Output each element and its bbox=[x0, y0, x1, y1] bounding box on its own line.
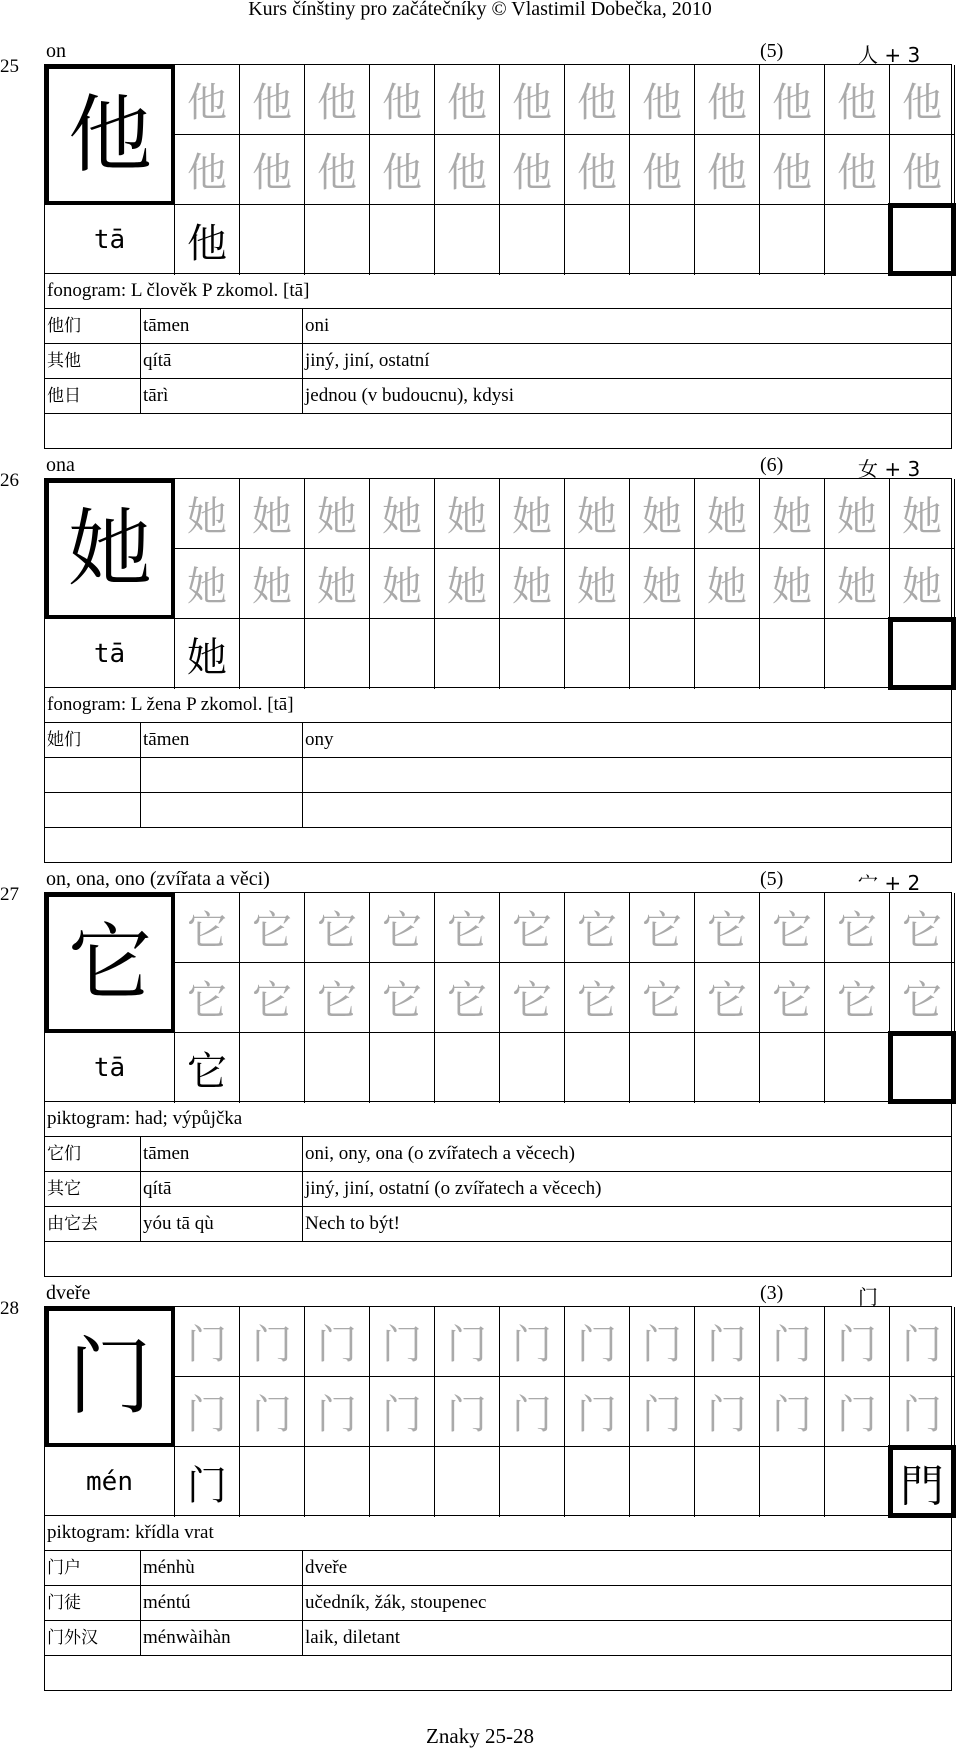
trace-cell: 她 bbox=[175, 549, 240, 619]
trace-cell: 它 bbox=[825, 963, 890, 1033]
word-hanzi: 其它 bbox=[45, 1172, 141, 1206]
trace-cell: 它 bbox=[240, 893, 305, 963]
vocabulary-row bbox=[45, 758, 951, 793]
word-hanzi bbox=[45, 758, 141, 792]
trace-cell: 他 bbox=[760, 135, 825, 205]
trace-cell: 它 bbox=[630, 963, 695, 1033]
trace-cell: 他 bbox=[240, 135, 305, 205]
word-hanzi: 门徒 bbox=[45, 1586, 141, 1620]
trace-cell: 他 bbox=[630, 135, 695, 205]
trace-cell: 它 bbox=[565, 963, 630, 1033]
page-footer: Znaky 25-28 bbox=[426, 1724, 534, 1748]
vocabulary-row bbox=[45, 309, 951, 344]
word-meaning: oni, ony, ona (o zvířatech a věcech) bbox=[305, 1143, 575, 1164]
word-meaning: učedník, žák, stoupenec bbox=[305, 1592, 487, 1613]
vocabulary-table bbox=[44, 688, 952, 863]
word-hanzi: 它们 bbox=[45, 1137, 141, 1171]
trace-cell: 门 bbox=[370, 1377, 435, 1447]
sample-cell: 他 bbox=[175, 205, 240, 275]
trace-cell: 他 bbox=[435, 135, 500, 205]
practice-cell bbox=[435, 1033, 500, 1103]
word-pinyin: tāmen bbox=[141, 1137, 303, 1171]
entry-number: 25 bbox=[0, 56, 19, 77]
trace-cell: 她 bbox=[825, 479, 890, 549]
word-meaning bbox=[303, 758, 951, 792]
trace-cell: 它 bbox=[500, 963, 565, 1033]
word-hanzi: 门户 bbox=[45, 1551, 141, 1585]
practice-cell bbox=[695, 205, 760, 275]
character-entry bbox=[0, 1282, 960, 1696]
word-meaning: dveře bbox=[305, 1557, 348, 1578]
word-hanzi: 他日 bbox=[45, 379, 141, 413]
trace-cell: 她 bbox=[890, 549, 955, 619]
vocabulary-table bbox=[44, 274, 952, 449]
trace-cell: 他 bbox=[240, 65, 305, 135]
character-entry bbox=[0, 40, 960, 454]
practice-cell bbox=[370, 205, 435, 275]
trace-cell: 门 bbox=[370, 1307, 435, 1377]
word-hanzi: 他们 bbox=[45, 309, 141, 343]
trace-cell: 她 bbox=[370, 479, 435, 549]
character-entry bbox=[0, 868, 960, 1282]
trace-cell: 他 bbox=[175, 135, 240, 205]
trace-cell: 她 bbox=[760, 479, 825, 549]
trace-cell: 它 bbox=[370, 893, 435, 963]
page-header: Kurs čínštiny pro začátečníky © Vlastimil Dobečka, 2010 bbox=[248, 0, 712, 20]
trace-cell: 门 bbox=[565, 1377, 630, 1447]
entry-number: 27 bbox=[0, 884, 19, 905]
vocabulary-row bbox=[45, 723, 951, 758]
word-pinyin: yóu tā qù bbox=[141, 1207, 303, 1241]
trace-cell: 它 bbox=[760, 893, 825, 963]
trace-cell: 门 bbox=[695, 1307, 760, 1377]
radical-info: 女 + 3 bbox=[858, 457, 921, 481]
pinyin-label: tā bbox=[45, 205, 175, 275]
trace-cell: 她 bbox=[240, 479, 305, 549]
trace-cell: 她 bbox=[500, 549, 565, 619]
practice-cell bbox=[435, 1447, 500, 1517]
word-hanzi bbox=[45, 793, 141, 827]
trace-cell: 它 bbox=[695, 893, 760, 963]
practice-grid bbox=[44, 64, 952, 274]
trace-cell: 她 bbox=[695, 549, 760, 619]
character-meaning: on, ona, ono (zvířata a věci) bbox=[46, 868, 270, 890]
empty-row bbox=[45, 828, 951, 862]
practice-cell bbox=[435, 205, 500, 275]
trace-cell: 他 bbox=[370, 65, 435, 135]
trace-cell: 她 bbox=[760, 549, 825, 619]
traditional-form-box bbox=[888, 203, 956, 276]
trace-cell: 她 bbox=[890, 479, 955, 549]
trace-cell: 门 bbox=[890, 1307, 955, 1377]
word-meaning: jednou (v budoucnu), kdysi bbox=[305, 385, 514, 406]
trace-cell: 她 bbox=[305, 549, 370, 619]
trace-cell: 门 bbox=[175, 1307, 240, 1377]
practice-cell bbox=[565, 1033, 630, 1103]
trace-cell: 它 bbox=[435, 963, 500, 1033]
pinyin-label: tā bbox=[45, 619, 175, 689]
practice-cell bbox=[630, 1033, 695, 1103]
radical-info: 宀 + 2 bbox=[858, 871, 921, 895]
trace-cell: 门 bbox=[890, 1377, 955, 1447]
trace-cell: 它 bbox=[760, 963, 825, 1033]
trace-cell: 她 bbox=[175, 479, 240, 549]
trace-cell: 它 bbox=[890, 963, 955, 1033]
trace-cell: 她 bbox=[240, 549, 305, 619]
sample-cell: 它 bbox=[175, 1033, 240, 1103]
practice-cell bbox=[500, 1447, 565, 1517]
stroke-count: (3) bbox=[760, 1282, 784, 1304]
practice-cell bbox=[500, 1033, 565, 1103]
trace-cell: 门 bbox=[500, 1377, 565, 1447]
word-pinyin bbox=[141, 793, 303, 827]
practice-cell bbox=[240, 619, 305, 689]
vocabulary-row bbox=[45, 1137, 951, 1172]
trace-cell: 门 bbox=[175, 1377, 240, 1447]
trace-cell: 它 bbox=[175, 963, 240, 1033]
practice-grid bbox=[44, 1306, 952, 1516]
word-pinyin: tāmen bbox=[141, 723, 303, 757]
word-pinyin: méntú bbox=[141, 1586, 303, 1620]
practice-cell bbox=[305, 205, 370, 275]
practice-grid bbox=[44, 892, 952, 1102]
trace-cell: 她 bbox=[435, 479, 500, 549]
practice-cell bbox=[500, 619, 565, 689]
trace-cell: 门 bbox=[630, 1307, 695, 1377]
trace-cell: 它 bbox=[175, 893, 240, 963]
word-meaning bbox=[303, 793, 951, 827]
word-meaning: jiný, jiní, ostatní (o zvířatech a věcech) bbox=[305, 1178, 602, 1199]
practice-cell bbox=[565, 1447, 630, 1517]
sample-cell: 门 bbox=[175, 1447, 240, 1517]
trace-cell: 门 bbox=[500, 1307, 565, 1377]
character-meaning: ona bbox=[46, 454, 75, 476]
trace-cell: 她 bbox=[305, 479, 370, 549]
radical-info: 人 + 3 bbox=[858, 43, 921, 67]
practice-cell bbox=[305, 619, 370, 689]
trace-cell: 他 bbox=[175, 65, 240, 135]
trace-cell: 它 bbox=[500, 893, 565, 963]
trace-cell: 她 bbox=[370, 549, 435, 619]
trace-cell: 他 bbox=[630, 65, 695, 135]
trace-cell: 他 bbox=[500, 65, 565, 135]
traditional-form-box bbox=[888, 1031, 956, 1104]
vocabulary-row bbox=[45, 1172, 951, 1207]
trace-cell: 他 bbox=[565, 135, 630, 205]
practice-cell bbox=[760, 205, 825, 275]
practice-cell bbox=[825, 1033, 890, 1103]
trace-cell: 他 bbox=[305, 65, 370, 135]
practice-cell bbox=[760, 619, 825, 689]
trace-cell: 它 bbox=[565, 893, 630, 963]
stroke-count: (5) bbox=[760, 868, 784, 890]
practice-cell bbox=[630, 1447, 695, 1517]
sample-cell: 她 bbox=[175, 619, 240, 689]
main-character: 它 bbox=[45, 893, 175, 1033]
practice-cell bbox=[630, 619, 695, 689]
trace-cell: 门 bbox=[825, 1377, 890, 1447]
stroke-count: (6) bbox=[760, 454, 784, 476]
trace-cell: 他 bbox=[825, 65, 890, 135]
trace-cell: 他 bbox=[695, 65, 760, 135]
main-character: 她 bbox=[45, 479, 175, 619]
practice-cell bbox=[240, 1447, 305, 1517]
word-hanzi: 其他 bbox=[45, 344, 141, 378]
character-etymology: piktogram: had; výpůjčka bbox=[45, 1102, 951, 1137]
trace-cell: 她 bbox=[435, 549, 500, 619]
trace-cell: 她 bbox=[825, 549, 890, 619]
practice-cell bbox=[630, 205, 695, 275]
empty-row bbox=[45, 414, 951, 448]
empty-row bbox=[45, 1656, 951, 1690]
trace-cell: 门 bbox=[630, 1377, 695, 1447]
character-entry bbox=[0, 454, 960, 868]
trace-cell: 它 bbox=[825, 893, 890, 963]
practice-cell bbox=[695, 619, 760, 689]
trace-cell: 他 bbox=[890, 135, 955, 205]
vocabulary-row bbox=[45, 1551, 951, 1586]
character-etymology: fonogram: L člověk P zkomol. [tā] bbox=[45, 274, 951, 309]
trace-cell: 他 bbox=[305, 135, 370, 205]
radical-info: 门 bbox=[858, 1285, 878, 1309]
trace-cell: 它 bbox=[695, 963, 760, 1033]
trace-cell: 他 bbox=[435, 65, 500, 135]
word-pinyin: ménwàihàn bbox=[141, 1621, 303, 1655]
word-meaning: jiný, jiní, ostatní bbox=[305, 350, 430, 371]
word-hanzi: 门外汉 bbox=[45, 1621, 141, 1655]
character-meaning: dveře bbox=[46, 1282, 91, 1304]
word-hanzi: 她们 bbox=[45, 723, 141, 757]
trace-cell: 她 bbox=[565, 549, 630, 619]
trace-cell: 门 bbox=[240, 1307, 305, 1377]
word-meaning: ony bbox=[305, 729, 334, 750]
trace-cell: 他 bbox=[890, 65, 955, 135]
vocabulary-row bbox=[45, 1586, 951, 1621]
trace-cell: 他 bbox=[565, 65, 630, 135]
trace-cell: 他 bbox=[500, 135, 565, 205]
word-hanzi: 由它去 bbox=[45, 1207, 141, 1241]
vocabulary-row bbox=[45, 1207, 951, 1242]
pinyin-label: tā bbox=[45, 1033, 175, 1103]
trace-cell: 它 bbox=[630, 893, 695, 963]
practice-cell bbox=[695, 1033, 760, 1103]
trace-cell: 他 bbox=[825, 135, 890, 205]
word-pinyin: qítā bbox=[141, 344, 303, 378]
trace-cell: 他 bbox=[760, 65, 825, 135]
stroke-count: (5) bbox=[760, 40, 784, 62]
practice-grid bbox=[44, 478, 952, 688]
word-meaning: oni bbox=[305, 315, 330, 336]
word-meaning: Nech to být! bbox=[305, 1213, 400, 1234]
trace-cell: 她 bbox=[630, 549, 695, 619]
vocabulary-table bbox=[44, 1102, 952, 1277]
practice-cell bbox=[370, 1033, 435, 1103]
practice-cell bbox=[435, 619, 500, 689]
trace-cell: 它 bbox=[240, 963, 305, 1033]
trace-cell: 门 bbox=[435, 1307, 500, 1377]
trace-cell: 它 bbox=[305, 963, 370, 1033]
trace-cell: 门 bbox=[760, 1307, 825, 1377]
main-character: 他 bbox=[45, 65, 175, 205]
vocabulary-row bbox=[45, 1621, 951, 1656]
trace-cell: 门 bbox=[240, 1377, 305, 1447]
vocabulary-row bbox=[45, 344, 951, 379]
trace-cell: 她 bbox=[500, 479, 565, 549]
trace-cell: 他 bbox=[695, 135, 760, 205]
entry-number: 26 bbox=[0, 470, 19, 491]
word-meaning: laik, diletant bbox=[305, 1627, 400, 1648]
vocabulary-row bbox=[45, 793, 951, 828]
empty-row bbox=[45, 1242, 951, 1276]
word-pinyin: tārì bbox=[141, 379, 303, 413]
trace-cell: 它 bbox=[305, 893, 370, 963]
practice-cell bbox=[370, 1447, 435, 1517]
character-meaning: on bbox=[46, 40, 66, 62]
trace-cell: 他 bbox=[370, 135, 435, 205]
vocabulary-row bbox=[45, 379, 951, 414]
practice-cell bbox=[240, 1033, 305, 1103]
trace-cell: 她 bbox=[695, 479, 760, 549]
practice-cell bbox=[825, 1447, 890, 1517]
character-etymology: piktogram: křídla vrat bbox=[45, 1516, 951, 1551]
trace-cell: 它 bbox=[435, 893, 500, 963]
word-pinyin: tāmen bbox=[141, 309, 303, 343]
practice-cell bbox=[240, 205, 305, 275]
practice-cell bbox=[500, 205, 565, 275]
practice-cell bbox=[695, 1447, 760, 1517]
main-character: 门 bbox=[45, 1307, 175, 1447]
trace-cell: 门 bbox=[825, 1307, 890, 1377]
practice-cell bbox=[370, 619, 435, 689]
trace-cell: 她 bbox=[565, 479, 630, 549]
vocabulary-table bbox=[44, 1516, 952, 1691]
pinyin-label: mén bbox=[45, 1447, 175, 1517]
traditional-form-box bbox=[888, 617, 956, 690]
trace-cell: 门 bbox=[760, 1377, 825, 1447]
word-pinyin bbox=[141, 758, 303, 792]
trace-cell: 门 bbox=[435, 1377, 500, 1447]
practice-cell bbox=[305, 1447, 370, 1517]
trace-cell: 她 bbox=[630, 479, 695, 549]
practice-cell bbox=[760, 1447, 825, 1517]
trace-cell: 门 bbox=[565, 1307, 630, 1377]
practice-cell bbox=[825, 205, 890, 275]
traditional-form-box: 門 bbox=[888, 1445, 956, 1518]
practice-cell bbox=[305, 1033, 370, 1103]
character-etymology: fonogram: L žena P zkomol. [tā] bbox=[45, 688, 951, 723]
word-pinyin: ménhù bbox=[141, 1551, 303, 1585]
trace-cell: 它 bbox=[370, 963, 435, 1033]
practice-cell bbox=[565, 619, 630, 689]
trace-cell: 门 bbox=[305, 1307, 370, 1377]
practice-cell bbox=[760, 1033, 825, 1103]
trace-cell: 门 bbox=[695, 1377, 760, 1447]
entry-number: 28 bbox=[0, 1298, 19, 1319]
trace-cell: 它 bbox=[890, 893, 955, 963]
trace-cell: 门 bbox=[305, 1377, 370, 1447]
word-pinyin: qítā bbox=[141, 1172, 303, 1206]
practice-cell bbox=[825, 619, 890, 689]
practice-cell bbox=[565, 205, 630, 275]
